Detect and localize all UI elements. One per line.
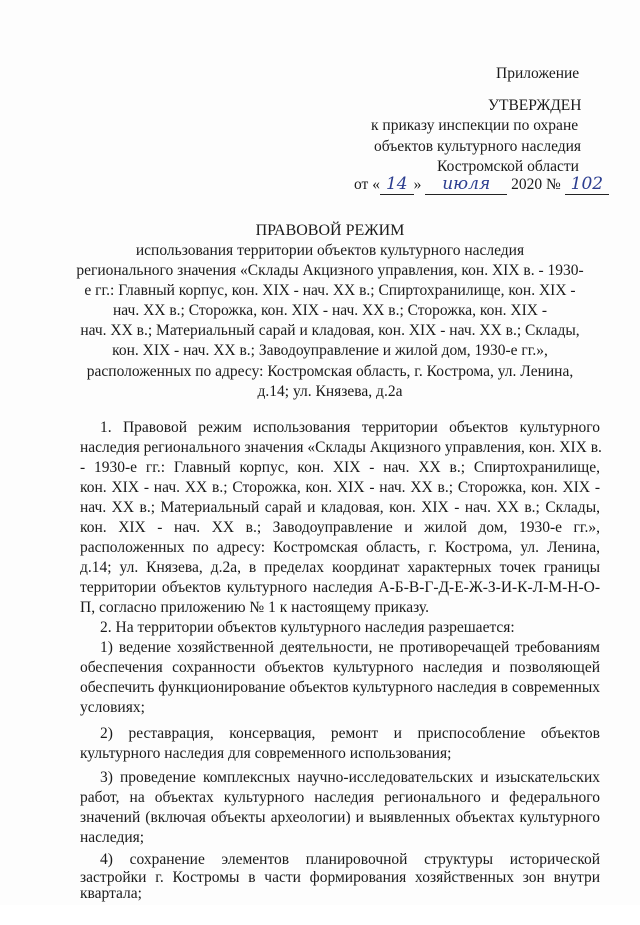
paragraph-1-line: территории объектов культурного наследия А-Б-В-Г-Д-Е-Ж-З-И-К-Л-М-Н-О- <box>80 579 600 596</box>
title-line: нач. XX в.; Материальный сарай и кладовая, кон. XIX - нач. XX в.; Склады, <box>80 322 580 339</box>
title-line: использования территории объектов культурного наследия <box>135 242 525 259</box>
item-4-line: 4) сохранение элементов планировочной структуры исторической <box>100 851 600 868</box>
title-line: расположенных по адресу: Костромская область, г. Кострома, ул. Ленина, <box>86 363 574 380</box>
date-month: июля <box>425 174 507 195</box>
order-line-2: объектов культурного наследия <box>374 138 582 155</box>
title-line: регионального значения «Склады Акцизного управления, кон. XIX в. - 1930- <box>76 262 584 279</box>
item-2-line: культурного наследия для современного использования; <box>80 745 452 762</box>
item-4-line: застройки г. Костромы в части формирования хозяйственных зон внутри <box>80 869 600 886</box>
item-1-line: условиях; <box>80 699 145 716</box>
item-4-line: квартала; <box>80 885 142 902</box>
document-title: ПРАВОВОЙ РЕЖИМ <box>255 222 405 239</box>
order-date-line <box>354 174 609 195</box>
paragraph-1-line: нач. XX в.; Материальный сарай и кладовая, кон. XIX - нач. XX в.; Склады, <box>80 499 600 516</box>
date-open-quote: « <box>372 176 380 193</box>
item-1-line: 1) ведение хозяйственной деятельности, не противоречащей требованиям <box>100 639 600 656</box>
approved-label: УТВЕРЖДЕН <box>488 97 582 114</box>
title-line: д.14; ул. Князева, д.2а <box>257 383 403 400</box>
paragraph-1-line: расположенных по адресу: Костромская область, г. Кострома, ул. Ленина, <box>80 539 600 556</box>
item-2-line: 2) реставрация, консервация, ремонт и приспособление объектов <box>100 725 600 742</box>
date-day: 14 <box>380 174 414 195</box>
date-year: 2020 № <box>511 176 561 193</box>
item-1-line: обеспечить функционирование объектов культурного наследия в современных <box>80 679 600 696</box>
appendix-label: Приложение <box>496 65 580 82</box>
paragraph-1-line: П, согласно приложению № 1 к настоящему приказу. <box>80 599 429 616</box>
item-3-line: значений (включая объекты археологии) и выявленных объектах культурного <box>80 809 600 826</box>
title-line: кон. XIX - нач. XX в.; Заводоуправление и жилой дом, 1930-е гг.», <box>112 342 548 359</box>
paragraph-2: 2. На территории объектов культурного наследия разрешается: <box>100 619 515 636</box>
order-line-1: к приказу инспекции по охране <box>371 117 579 134</box>
paragraph-1-line: 1. Правовой режим использования территории объектов культурного <box>100 419 600 436</box>
paragraph-1-line: наследия регионального значения «Склады Акцизного управления, кон. XIX в. <box>80 439 602 456</box>
paragraph-1-line: - 1930-е гг.: Главный корпус, кон. XIX - нач. XX в.; Спиртохранилище, <box>80 459 600 476</box>
order-line-3: Костромской области <box>437 158 579 175</box>
paragraph-1-line: кон. XIX - нач. XX в.; Заводоуправление и жилой дом, 1930-е гг.», <box>80 519 600 536</box>
item-3-line: работ, на объектах культурного наследия регионального и федерального <box>80 789 600 806</box>
item-3-line: наследия; <box>80 829 145 846</box>
title-line: нач. XX в.; Сторожка, кон. XIX - нач. XX в.; Сторожка, кон. XIX - <box>113 302 547 319</box>
order-number: 102 <box>565 174 609 195</box>
item-1-line: обеспечения сохранности объектов культурного наследия и позволяющей <box>80 659 600 676</box>
date-close-quote: » <box>413 176 422 193</box>
item-3-line: 3) проведение комплексных научно-исследовательских и изыскательских <box>100 769 600 786</box>
date-prefix: от <box>354 176 369 193</box>
paragraph-1-line: кон. XIX - нач. XX в.; Сторожка, кон. XIX - нач. XX в.; Сторожка, кон. XIX - <box>80 479 600 496</box>
title-line: е гг.: Главный корпус, кон. XIX - нач. XX в.; Спиртохранилище, кон. XIX - <box>84 282 576 299</box>
paragraph-1-line: д.14; ул. Князева, д.2а, в пределах координат характерных точек границы <box>80 559 600 576</box>
